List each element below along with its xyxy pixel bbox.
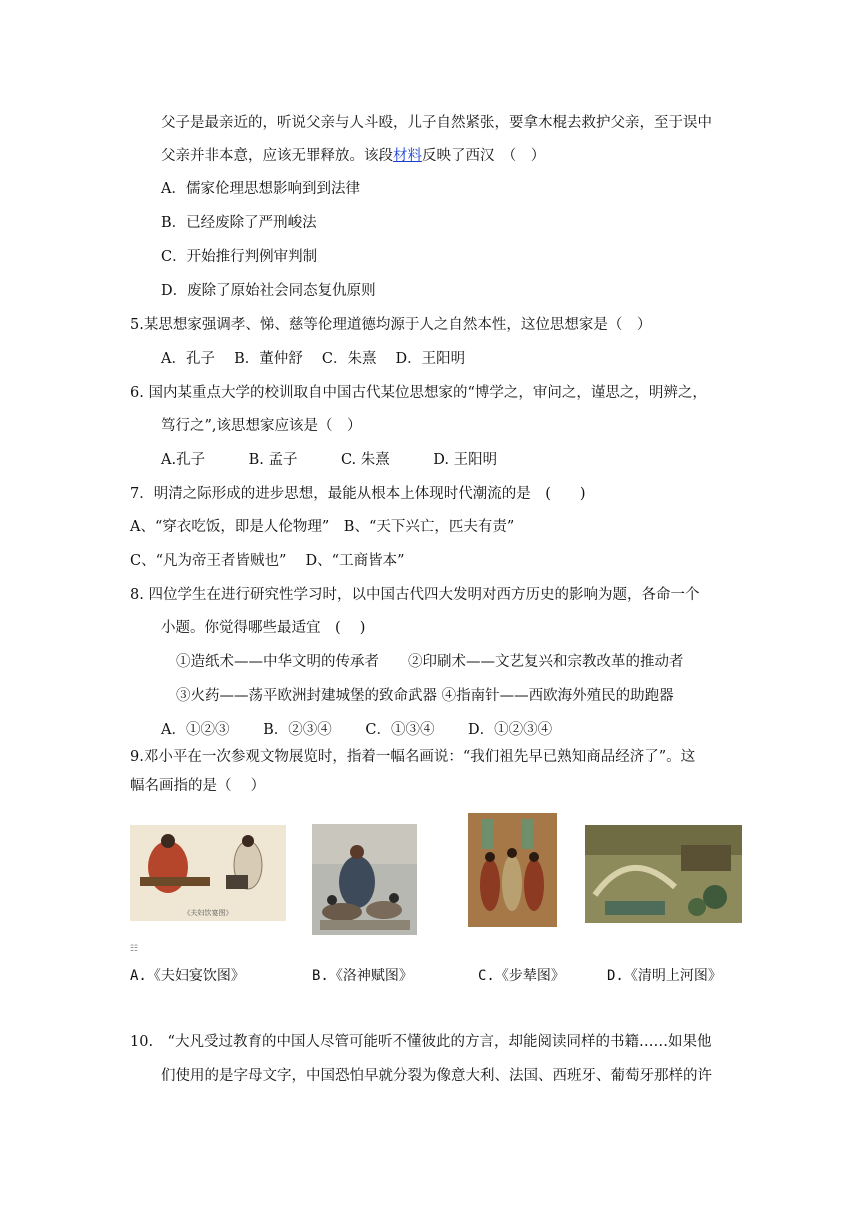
material-link[interactable]: 材料 <box>393 148 422 164</box>
painting-a-label: 《夫妇饮宴图》 <box>183 909 233 917</box>
anchor-icon: ☷ <box>130 944 139 954</box>
q4-stem-line-1: 父子是最亲近的，听说父亲与人斗殴，儿子自然紧张，要拿木棍去救护父亲，至于误中 <box>161 115 712 131</box>
q4-stem-tail: 反映了西汉 （ ） <box>422 148 546 164</box>
caption-b: B.《洛神赋图》 <box>312 968 413 984</box>
painting-a-illustration <box>130 825 286 921</box>
q4-option-c: C．开始推行判例审判制 <box>161 249 318 265</box>
q7-stem: 7．明清之际形成的进步思想，最能从根本上体现时代潮流的是 ( ) <box>130 486 586 502</box>
q4-option-b: B．已经废除了严刑峻法 <box>161 215 317 231</box>
q4-stem-line-2 <box>161 146 545 166</box>
painting-b-image <box>312 824 417 935</box>
q8-items-3-4: ③火药——荡平欧洲封建城堡的致命武器 ④指南针——西欧海外殖民的助跑器 <box>176 688 674 704</box>
q8-stem-line-1: 8. 四位学生在进行研究性学习时，以中国古代四大发明对西方历史的影响为题，各命一个 <box>130 587 700 603</box>
q4-option-d: D．废除了原始社会同态复仇原则 <box>161 283 376 299</box>
q8-items-1-2: ①造纸术——中华文明的传承者 ②印刷术——文艺复兴和宗教改革的推动者 <box>176 654 684 670</box>
q9-stem-line-1: 9.邓小平在一次参观文物展览时，指着一幅名画说：“我们祖先早已熟知商品经济了”。这 <box>130 749 696 765</box>
q5-stem: 5.某思想家强调孝、悌、慈等伦理道德均源于人之自然本性，这位思想家是（ ） <box>130 317 652 333</box>
caption-c: C.《步辇图》 <box>478 968 565 984</box>
painting-b-illustration <box>312 824 417 935</box>
q7-options-cd: C、“凡为帝王者皆贼也” D、“工商皆本” <box>130 553 405 569</box>
painting-d-image <box>585 825 742 923</box>
q5-options: A．孔子 B．董仲舒 C．朱熹 D．王阳明 <box>161 351 466 367</box>
painting-c-image <box>468 813 557 927</box>
q4-stem-text: 父亲并非本意，应该无罪释放。该段 <box>161 148 393 164</box>
q8-stem-line-2: 小题。你觉得哪些最适宜 ( ) <box>161 620 366 636</box>
painting-a-image <box>130 825 286 921</box>
q4-option-a: A．儒家伦理思想影响到到法律 <box>161 181 360 197</box>
painting-c-illustration <box>468 813 557 927</box>
caption-d: D.《清明上河图》 <box>607 968 722 984</box>
painting-d-illustration <box>585 825 742 923</box>
q6-stem-line-2: 笃行之”,该思想家应该是（ ） <box>161 418 362 434</box>
caption-a: A.《夫妇宴饮图》 <box>130 968 245 984</box>
q7-options-ab: A、“穿衣吃饭，即是人伦物理” B、“天下兴亡，匹夫有责” <box>130 519 515 535</box>
q6-options: A.孔子 B. 孟子 C. 朱熹 D. 王阳明 <box>161 452 498 468</box>
q10-stem-line-2: 们使用的是字母文字，中国恐怕早就分裂为像意大利、法国、西班牙、葡萄牙那样的许 <box>161 1068 712 1084</box>
q8-options: A．①②③ B．②③④ C．①③④ D．①②③④ <box>161 722 553 738</box>
q9-stem-line-2: 幅名画指的是（ ） <box>130 778 266 794</box>
q6-stem-line-1: 6. 国内某重点大学的校训取自中国古代某位思想家的“博学之，审问之，谨思之，明辨之， <box>130 385 707 401</box>
q10-stem-line-1: 10. “大凡受过教育的中国人尽管可能听不懂彼此的方言，却能阅读同样的书籍……如果他 <box>130 1034 712 1050</box>
